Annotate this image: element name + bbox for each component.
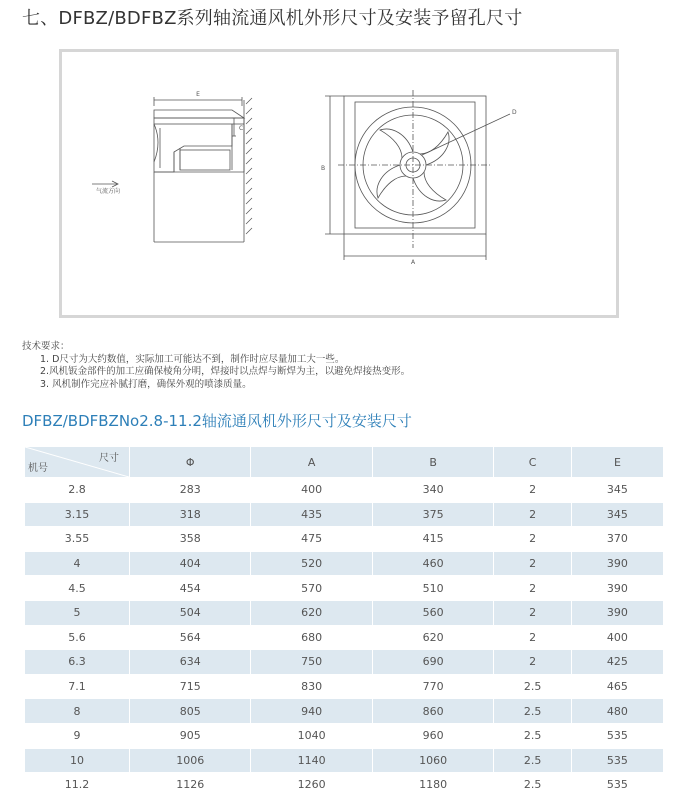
table-row [25, 600, 664, 625]
table-title: DFBZ/BDFBZNo2.8-11.2轴流通风机外形尺寸及安装尺寸 [22, 412, 412, 430]
table-cell: 564 [130, 625, 251, 650]
table-cell: 480 [571, 699, 663, 724]
table-cell: 358 [130, 527, 251, 552]
table-cell: 2 [494, 576, 571, 601]
table-cell: 370 [571, 527, 663, 552]
column-header: C [494, 447, 571, 478]
table-header-row [25, 447, 664, 478]
table-cell: 750 [251, 650, 372, 675]
machine-number-cell: 9 [25, 723, 130, 748]
table-cell: 2 [494, 625, 571, 650]
table-cell: 570 [251, 576, 372, 601]
table-cell: 2.5 [494, 699, 571, 724]
airflow-label: 气流方向 [96, 188, 121, 195]
column-header: B [372, 447, 493, 478]
table-cell: 415 [372, 527, 493, 552]
table-row [25, 502, 664, 527]
machine-number-cell: 7.1 [25, 674, 130, 699]
dim-b-label: B [321, 165, 326, 172]
table-row [25, 674, 664, 699]
table-cell: 620 [251, 600, 372, 625]
table-cell: 1126 [130, 773, 251, 798]
table-cell: 454 [130, 576, 251, 601]
table-cell: 2 [494, 527, 571, 552]
table-cell: 425 [571, 650, 663, 675]
table-cell: 345 [571, 502, 663, 527]
table-cell: 400 [571, 625, 663, 650]
table-cell: 1060 [372, 748, 493, 773]
table-row [25, 699, 664, 724]
machine-number-cell: 2.8 [25, 478, 130, 503]
table-cell: 475 [251, 527, 372, 552]
machine-number-cell: 4.5 [25, 576, 130, 601]
table-cell: 830 [251, 674, 372, 699]
table-cell: 2.5 [494, 773, 571, 798]
table-cell: 390 [571, 600, 663, 625]
table-cell: 283 [130, 478, 251, 503]
table-cell: 318 [130, 502, 251, 527]
table-cell: 375 [372, 502, 493, 527]
table-cell: 960 [372, 723, 493, 748]
machine-number-cell: 4 [25, 551, 130, 576]
machine-number-cell: 10 [25, 748, 130, 773]
table-cell: 535 [571, 773, 663, 798]
table-cell: 345 [571, 478, 663, 503]
table-row [25, 576, 664, 601]
table-cell: 1040 [251, 723, 372, 748]
dim-a-label: A [410, 259, 416, 266]
column-header: Φ [130, 447, 251, 478]
table-cell: 634 [130, 650, 251, 675]
machine-number-cell: 11.2 [25, 773, 130, 798]
table-cell: 510 [372, 576, 493, 601]
notes-title: 技术要求： [22, 341, 70, 352]
table-cell: 400 [251, 478, 372, 503]
table-row [25, 478, 664, 503]
table-cell: 340 [372, 478, 493, 503]
table-cell: 560 [372, 600, 493, 625]
table-cell: 2 [494, 600, 571, 625]
table-cell: 1140 [251, 748, 372, 773]
machine-number-cell: 3.55 [25, 527, 130, 552]
table-cell: 404 [130, 551, 251, 576]
table-cell: 860 [372, 699, 493, 724]
table-cell: 435 [251, 502, 372, 527]
table-cell: 465 [571, 674, 663, 699]
corner-bottom-label: 机号 [28, 463, 48, 474]
page-heading: 七、DFBZ/BDFBZ系列轴流通风机外形尺寸及安装予留孔尺寸 [22, 8, 523, 29]
dim-d-label: D [512, 109, 517, 116]
table-cell: 680 [251, 625, 372, 650]
table-cell: 905 [130, 723, 251, 748]
table-cell: 504 [130, 600, 251, 625]
table-cell: 390 [571, 576, 663, 601]
table-cell: 2 [494, 551, 571, 576]
machine-number-cell: 5 [25, 600, 130, 625]
table-cell: 690 [372, 650, 493, 675]
column-header: E [571, 447, 663, 478]
table-cell: 620 [372, 625, 493, 650]
table-cell: 2.5 [494, 748, 571, 773]
table-cell: 805 [130, 699, 251, 724]
table-cell: 2 [494, 650, 571, 675]
note-item: 1. D尺寸为大约数值，实际加工可能达不到，制作时应尽量加工大一些。 [40, 353, 345, 365]
column-header: A [251, 447, 372, 478]
fan-technical-drawing [62, 52, 616, 315]
table-cell: 390 [571, 551, 663, 576]
table-row [25, 748, 664, 773]
machine-number-cell: 5.6 [25, 625, 130, 650]
table-cell: 535 [571, 723, 663, 748]
table-cell: 520 [251, 551, 372, 576]
table-body [25, 478, 664, 798]
table-cell: 2 [494, 502, 571, 527]
table-row [25, 723, 664, 748]
table-row [25, 551, 664, 576]
corner-top-label: 尺寸 [99, 453, 119, 464]
dim-c-label: C [239, 125, 244, 132]
table-cell: 2 [494, 478, 571, 503]
table-cell: 2.5 [494, 674, 571, 699]
table-cell: 1180 [372, 773, 493, 798]
table-cell: 715 [130, 674, 251, 699]
table-row [25, 625, 664, 650]
table-cell: 940 [251, 699, 372, 724]
machine-number-cell: 3.15 [25, 502, 130, 527]
machine-number-cell: 6.3 [25, 650, 130, 675]
table-cell: 2.5 [494, 723, 571, 748]
table-row [25, 527, 664, 552]
table-cell: 1260 [251, 773, 372, 798]
technical-notes [22, 341, 410, 391]
dim-e-label: E [196, 91, 200, 98]
table-cell: 1006 [130, 748, 251, 773]
table-row [25, 773, 664, 798]
machine-number-cell: 8 [25, 699, 130, 724]
table-cell: 770 [372, 674, 493, 699]
table-cell: 535 [571, 748, 663, 773]
table-cell: 460 [372, 551, 493, 576]
corner-header-cell [25, 447, 130, 478]
dimensions-table [24, 446, 664, 798]
note-item: 3. 风机制作完应补腻打磨，确保外观的喷漆质量。 [40, 378, 252, 390]
drawing-frame [59, 49, 619, 318]
table-row [25, 650, 664, 675]
note-item: 2.风机钣金部件的加工应确保棱角分明，焊接时以点焊与断焊为主，以避免焊接热变形。 [40, 366, 411, 377]
